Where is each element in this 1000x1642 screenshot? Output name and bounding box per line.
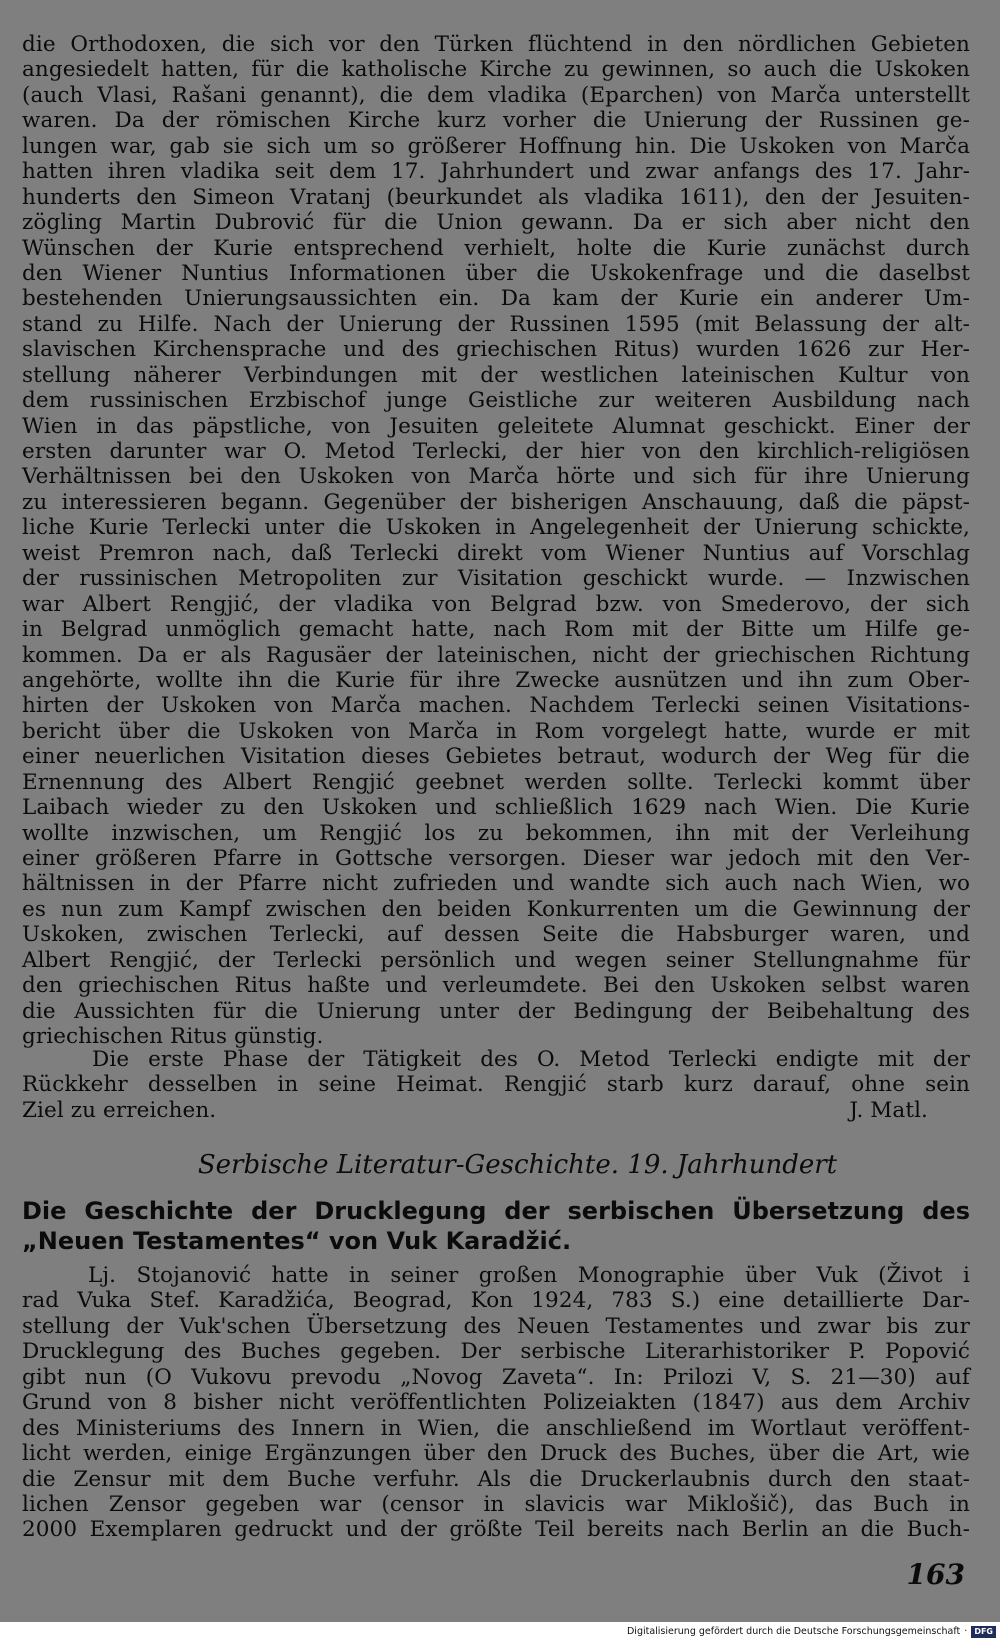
text-line: Wünschen der Kurie entsprechend verhielt, holte die Kurie zunächst durch bbox=[22, 235, 970, 261]
text-line: in Belgrad unmöglich gemacht hatte, nach Rom mit der Bitte um Hilfe ge- bbox=[22, 617, 970, 643]
text-line: bericht über die Uskoken von Marča in Rom vorgelegt hatte, wurde er mit bbox=[22, 718, 970, 744]
text-line: einer neuerlichen Visitation dieses Gebietes betraut, wodurch der Weg für die bbox=[22, 744, 970, 770]
text-line: die Aussichten für die Unierung unter der Bedingung der Beibehaltung des bbox=[22, 998, 970, 1024]
text-line: liche Kurie Terlecki unter die Uskoken in Angelegenheit der Unierung schickte, bbox=[22, 515, 970, 541]
text-line: gibt nun (O Vukovu prevodu „Novog Zaveta“. In: Prilozi V, S. 21—30) auf bbox=[22, 1364, 970, 1390]
text-line: rad Vuka Stef. Karadžića, Beograd, Kon 1924, 783 S.) eine detaillierte Dar- bbox=[22, 1288, 970, 1314]
top-paragraph bbox=[22, 32, 970, 1050]
text-line: hirten der Uskoken von Marča machen. Nachdem Terlecki seinen Visitations- bbox=[22, 693, 970, 719]
text-line: Die erste Phase der Tätigkeit des O. Metod Terlecki endigte mit der bbox=[92, 1047, 970, 1072]
text-line: die Orthodoxen, die sich vor den Türken flüchtend in den nördlichen Gebieten bbox=[22, 32, 970, 57]
text-line: hatten ihren vladika seit dem 17. Jahrhundert und zwar anfangs des 17. Jahr- bbox=[22, 159, 970, 185]
text-line: Wien in das päpstliche, von Jesuiten geleitete Alumnat geschickt. Einer der bbox=[22, 413, 970, 439]
dfg-logo: DFG bbox=[971, 1626, 996, 1638]
text-line: licht werden, einige Ergänzungen über den Druck des Buches, über die Art, wie bbox=[22, 1441, 970, 1467]
text-line: bestehenden Unierungsaussichten ein. Da kam der Kurie ein anderer Um- bbox=[22, 286, 970, 312]
section-heading: Serbische Literatur-Geschichte. 19. Jahrhundert bbox=[197, 1150, 838, 1180]
text-line: einer größeren Pfarre in Gottsche versorgen. Dieser war jedoch mit den Ver- bbox=[22, 846, 970, 871]
author-signature: J. Matl. bbox=[849, 1097, 928, 1123]
text-line: Lj. Stojanović hatte in seiner großen Monographie über Vuk (Život i bbox=[88, 1263, 970, 1288]
text-line: zögling Martin Dubrović für die Union gewann. Da er sich aber nicht den bbox=[22, 210, 970, 236]
text-line: griechischen Ritus günstig. bbox=[22, 1024, 324, 1050]
text-line: es nun zum Kampf zwischen den beiden Konkurrenten um die Gewinnung der bbox=[22, 896, 970, 922]
text-line: (auch Vlasi, Rašani genannt), die dem vladika (Eparchen) von Marča unterstellt bbox=[22, 82, 970, 108]
text-line: lichen Zensor gegeben war (censor in slavicis war Miklošič), das Buch in bbox=[22, 1491, 970, 1517]
footer-credit bbox=[627, 1624, 996, 1640]
text-line: ersten darunter war O. Metod Terlecki, der hier von den kirchlich-religiösen bbox=[22, 439, 970, 464]
text-line: des Ministeriums des Innern in Wien, die anschließend im Wortlaut veröffent- bbox=[22, 1415, 970, 1441]
text-line: die Zensur mit dem Buche verfuhr. Als die Druckerlaubnis durch den staat- bbox=[22, 1466, 970, 1492]
text-line: angesiedelt hatten, für die katholische Kirche zu gewinnen, so auch die Uskoken bbox=[22, 57, 970, 83]
text-line: stellung der Vuk'schen Übersetzung des Neuen Testamentes und zwar bis zur bbox=[22, 1313, 970, 1339]
text-line: Drucklegung des Buches gegeben. Der serbische Literarhistoriker P. Popović bbox=[22, 1339, 970, 1365]
text-line: Rückkehr desselben in seine Heimat. Rengjić starb kurz darauf, ohne sein bbox=[22, 1072, 970, 1098]
text-line: den griechischen Ritus haßte und verleumdete. Bei den Uskoken selbst waren bbox=[22, 973, 970, 999]
text-line: hältnissen in der Pfarre nicht zufrieden und wandte sich auch nach Wien, wo bbox=[22, 871, 970, 897]
text-line: waren. Da der römischen Kirche kurz vorher die Unierung der Russinen ge- bbox=[22, 108, 970, 134]
text-line: Ernennung des Albert Rengjić geebnet werden sollte. Terlecki kommt über bbox=[22, 769, 970, 795]
text-line: kommen. Da er als Ragusäer der lateinischen, nicht der griechischen Richtung bbox=[22, 642, 970, 668]
text-line: Ziel zu erreichen. J. Matl. bbox=[22, 1097, 928, 1123]
text-line: Verhältnissen bei den Uskoken von Marča hörte und sich für ihre Unierung bbox=[22, 464, 970, 490]
footer-separator: · bbox=[964, 1626, 968, 1637]
text-line: Grund von 8 bisher nicht veröffentlichten Polizeiakten (1847) aus dem Archiv bbox=[22, 1390, 970, 1416]
page-number: 163 bbox=[906, 1558, 965, 1591]
article-title bbox=[22, 1196, 970, 1256]
text-line: der russinischen Metropoliten zur Visitation geschickt wurde. — Inzwischen bbox=[22, 566, 970, 592]
footer-credit-text: Digitalisierung gefördert durch die Deutsche Forschungsgemeinschaft bbox=[626, 1626, 961, 1637]
text-line: lungen war, gab sie sich um so größerer Hoffnung hin. Die Uskoken von Marča bbox=[22, 133, 970, 159]
text-line: den Wiener Nuntius Informationen über die Uskokenfrage und die daselbst bbox=[22, 260, 970, 286]
text-line: zu interessieren begann. Gegenüber der bisherigen Anschauung, daß die päpst- bbox=[22, 489, 970, 515]
text-line: dem russinischen Erzbischof junge Geistliche zur weiteren Ausbildung nach bbox=[22, 388, 970, 414]
closing-paragraph bbox=[22, 1047, 970, 1123]
text-line: slavischen Kirchensprache und des griechischen Ritus) wurden 1626 zur Her- bbox=[22, 337, 970, 363]
text-line: angehörte, wollte ihn die Kurie für ihre Zwecke ausnützen und ihn zum Ober- bbox=[22, 667, 970, 693]
text-line: stellung näherer Verbindungen mit der westlichen lateinischen Kultur von bbox=[22, 362, 970, 388]
text-line: 2000 Exemplaren gedruckt und der größte Teil bereits nach Berlin an die Buch- bbox=[22, 1517, 970, 1543]
article-body bbox=[22, 1263, 970, 1543]
text-line: wollte inzwischen, um Rengjić los zu bekommen, ihn mit der Verleihung bbox=[22, 820, 970, 846]
text-line: stand zu Hilfe. Nach der Unierung der Russinen 1595 (mit Belassung der alt- bbox=[22, 311, 970, 337]
text-line: Laibach wieder zu den Uskoken und schließlich 1629 nach Wien. Die Kurie bbox=[22, 795, 970, 821]
text-line: Albert Rengjić, der Terlecki persönlich und wegen seiner Stellungnahme für bbox=[22, 947, 970, 973]
text-line: war Albert Rengjić, der vladika von Belgrad bzw. von Smederovo, der sich bbox=[22, 591, 970, 617]
text-line: Uskoken, zwischen Terlecki, auf dessen Seite die Habsburger waren, und bbox=[22, 922, 970, 948]
text-line: hunderts den Simeon Vratanj (beurkundet als vladika 1611), den der Jesuiten- bbox=[22, 184, 970, 210]
title-line: Die Geschichte der Drucklegung der serbischen Übersetzung des bbox=[22, 1197, 970, 1225]
title-line: „Neuen Testamentes“ von Vuk Karadžić. bbox=[22, 1227, 572, 1255]
text-line: weist Premron nach, daß Terlecki direkt vom Wiener Nuntius auf Vorschlag bbox=[22, 540, 970, 566]
